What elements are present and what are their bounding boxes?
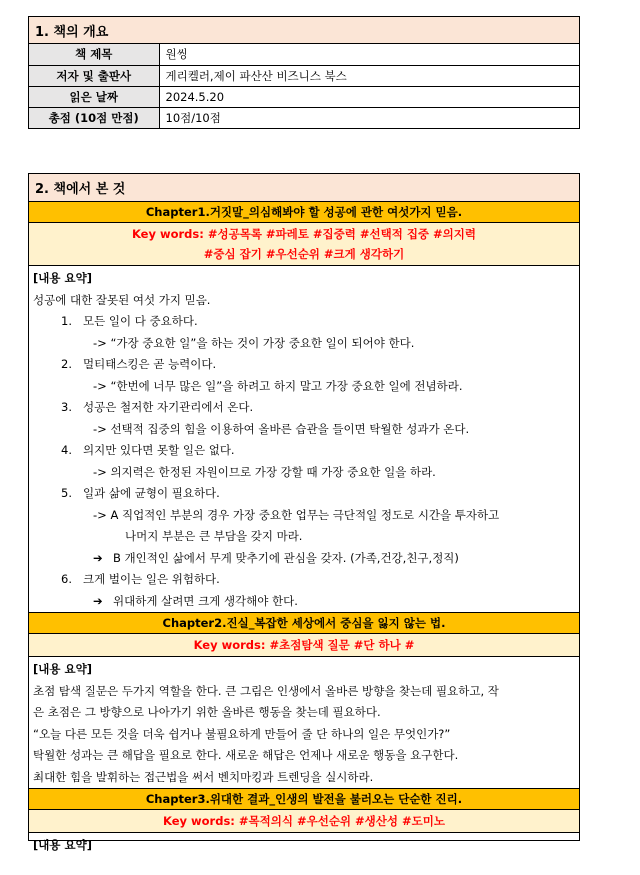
keywords-line: Key words: #성공목록 #파레토 #집중력 #선택적 집중 #의지력 xyxy=(131,227,477,241)
chapter3-title: Chapter3.위대한 결과_인생의 발전을 불러오는 단순한 진리. xyxy=(29,788,579,810)
summary-line: 은 초점은 그 방향으로 나아가기 위한 올바른 행동을 찾는데 필요하다. xyxy=(33,705,381,719)
list-item: 6. 크게 벌이는 일은 위험하다. xyxy=(61,572,220,586)
chapter3-summary xyxy=(29,833,579,857)
chapter3-keywords: Key words: #목적의식 #우선순위 #생산성 #도미노 xyxy=(29,810,579,833)
arrow-icon: ➔ xyxy=(93,550,103,565)
chapter1-keywords xyxy=(29,223,579,266)
title-value: 원씽 xyxy=(159,44,579,65)
list-item-detail: 나머지 부분은 큰 부담을 갖지 마라. xyxy=(125,529,303,543)
list-item-detail: ➔ 위대하게 살려면 크게 생각해야 한다. xyxy=(33,591,575,613)
book-content-section xyxy=(28,173,580,852)
keywords-line: #중심 잡기 #우선순위 #크게 생각하기 xyxy=(203,247,405,261)
summary-line: 탁월한 성과는 큰 해답을 필요로 한다. 새로운 해답은 언제나 새로운 행동을 요구한다. xyxy=(33,748,459,762)
summary-line: 초점 탐색 질문은 두가지 역할을 한다. 큰 그림은 인생에서 올바른 방향을 찾는데 필요하고, 작 xyxy=(33,683,499,698)
list-item-detail: -> A 직업적인 부분의 경우 가장 중요한 업무는 극단적일 정도로 시간을 투자하고 xyxy=(93,507,500,522)
list-item-detail: -> 의지력은 한정된 자원이므로 가장 강할 때 가장 중요한 일을 하라. xyxy=(93,464,436,479)
chapter2-title: Chapter2.진실_복잡한 세상에서 중심을 잃지 않는 법. xyxy=(29,612,579,634)
summary-label: [내용 요약] xyxy=(33,662,92,676)
chapter2-keywords: Key words: #초점탐색 질문 #단 하나 # xyxy=(29,634,579,657)
list-item: 2. 멀티태스킹은 곧 능력이다. xyxy=(61,357,217,371)
list-item-detail: -> “가장 중요한 일”을 하는 것이 가장 중요한 일이 되어야 한다. xyxy=(93,335,415,350)
summary-line: “오늘 다른 모든 것을 더욱 쉽거나 불필요하게 만들어 줄 단 하나의 일은 무엇인가?” xyxy=(33,726,451,741)
list-item: 3. 성공은 철저한 자기관리에서 온다. xyxy=(61,400,254,414)
chapter1-summary xyxy=(29,266,579,612)
summary-intro: 성공에 대한 잘못된 여섯 가지 믿음. xyxy=(33,292,211,307)
list-item: 5. 일과 삶에 균형이 필요하다. xyxy=(61,486,220,500)
author-value: 게리켈러,제이 파산산 비즈니스 북스 xyxy=(159,65,579,86)
section-title: 1. 책의 개요 xyxy=(29,17,579,44)
list-item: 4. 의지만 있다면 못할 일은 없다. xyxy=(61,443,235,457)
list-item-detail: -> “한번에 너무 많은 일”을 하려고 하지 말고 가장 중요한 일에 전념하라. xyxy=(93,378,463,393)
section-title: 2. 책에서 본 것 xyxy=(29,174,579,202)
arrow-icon: ➔ xyxy=(93,593,103,608)
summary-line: 최대한 힘을 발휘하는 접근법을 써서 벤치마킹과 트렌딩을 실시하라. xyxy=(33,769,374,784)
table-row xyxy=(29,107,579,128)
chapter2-summary xyxy=(29,657,579,788)
book-overview-section xyxy=(28,16,580,129)
table-row xyxy=(29,65,579,86)
summary-label: [내용 요약] xyxy=(33,271,92,285)
date-value: 2024.5.20 xyxy=(159,86,579,107)
table-row xyxy=(29,44,579,65)
score-value: 10점/10점 xyxy=(159,107,579,128)
chapter1-title: Chapter1.거짓말_의심해봐야 할 성공에 관한 여섯가지 믿음. xyxy=(29,202,579,223)
summary-label: [내용 요약] xyxy=(33,838,92,852)
list-item-detail: ➔ B 개인적인 삶에서 무게 맞추기에 관심을 갖자. (가족,건강,친구,정직) xyxy=(33,548,575,570)
author-label: 저자 및 출판사 xyxy=(29,65,159,86)
score-label: 총점 (10점 만점) xyxy=(29,107,159,128)
table-row xyxy=(29,86,579,107)
title-label: 책 제목 xyxy=(29,44,159,65)
list-item-detail: -> 선택적 집중의 힘을 이용하여 올바른 습관을 들이면 탁월한 성과가 온다. xyxy=(93,421,470,436)
date-label: 읽은 날짜 xyxy=(29,86,159,107)
overview-table xyxy=(29,44,579,128)
list-item: 1. 모든 일이 다 중요하다. xyxy=(61,314,198,328)
